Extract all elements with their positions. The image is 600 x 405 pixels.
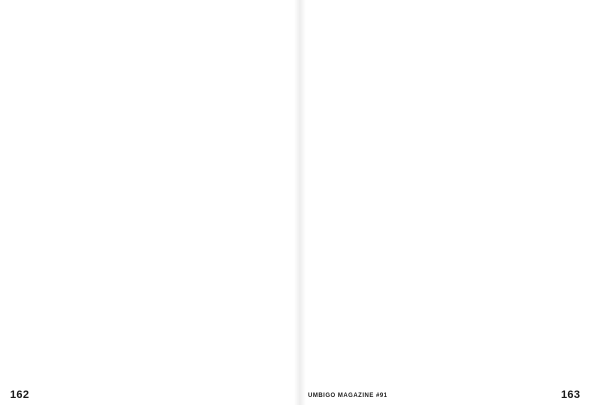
right-page-number: 163 bbox=[561, 389, 581, 401]
magazine-footer-label: UMBIGO MAGAZINE #91 bbox=[308, 393, 388, 399]
right-page bbox=[300, 0, 600, 405]
left-page-column-1 bbox=[10, 6, 140, 387]
right-page-column-2 bbox=[452, 6, 582, 387]
left-page-column-2 bbox=[152, 6, 282, 387]
right-page-column-1 bbox=[308, 6, 438, 387]
left-page-number: 162 bbox=[10, 389, 30, 401]
